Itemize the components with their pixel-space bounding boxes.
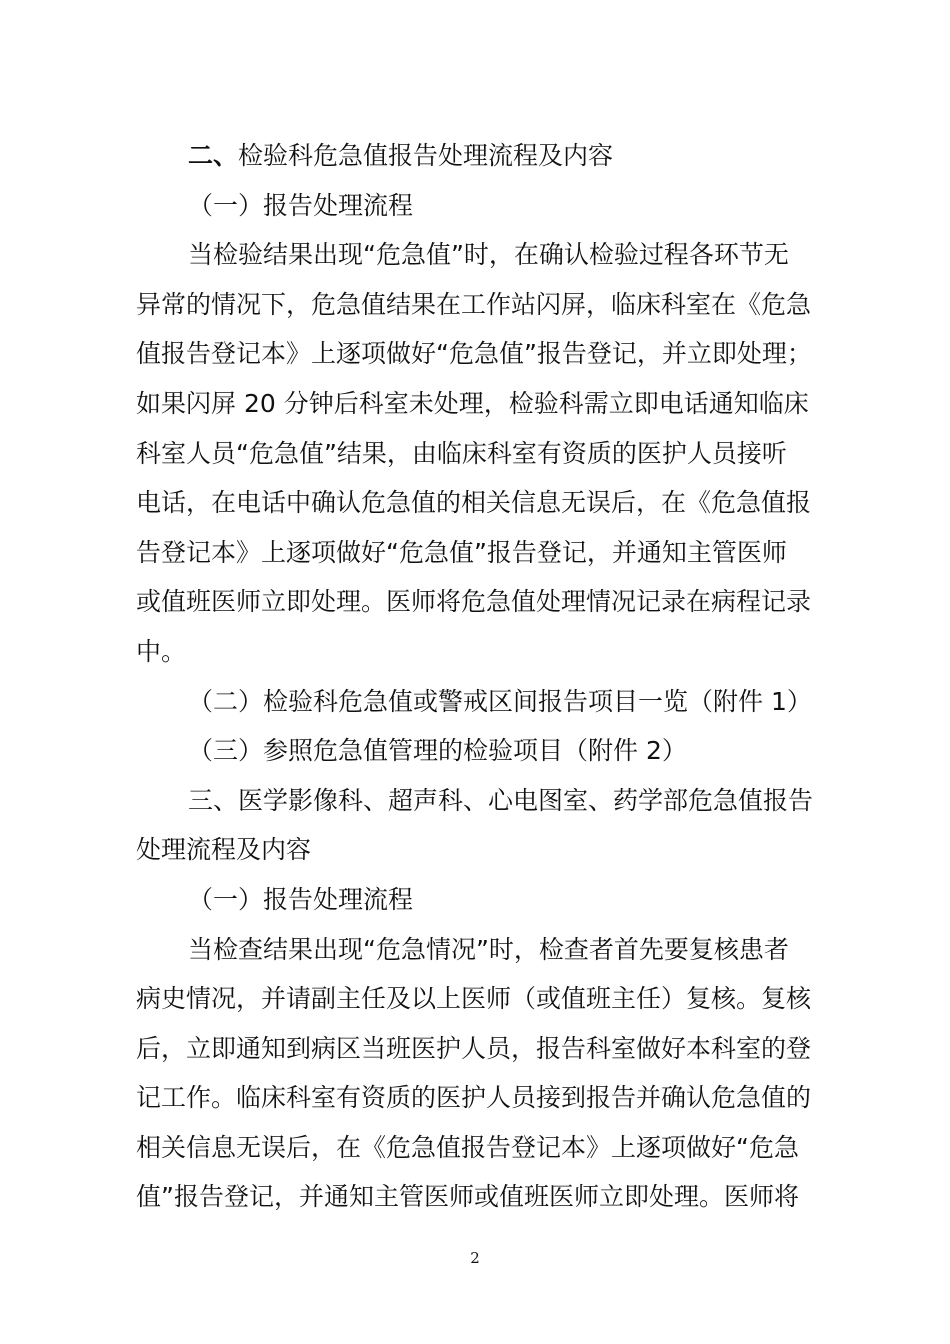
line-text: 异常的情况下，危急值结果在工作站闪屏，临床科室在《危急 (136, 289, 812, 319)
text-line (136, 329, 816, 379)
line-text: 科室人员“危急值”结果，由临床科室有资质的医护人员接听 (136, 438, 787, 468)
text-line (136, 478, 816, 528)
line-text: 记工作。临床科室有资质的医护人员接到报告并确认危急值的 (136, 1083, 812, 1113)
line-text: 中。 (136, 636, 187, 666)
line-text: （一）报告处理流程 (188, 190, 414, 220)
line-text: 值报告登记本》上逐项做好“危急值”报告登记，并立即处理； (136, 339, 812, 369)
text-line (136, 627, 816, 677)
text-line (136, 974, 816, 1024)
text-line (136, 280, 816, 330)
line-text: （一）报告处理流程 (188, 884, 414, 914)
text-line (136, 825, 816, 875)
text-line (136, 230, 816, 280)
line-text: 当检查结果出现“危急情况”时，检查者首先要复核患者 (188, 934, 789, 964)
text-line (136, 1073, 816, 1123)
text-line (136, 131, 816, 181)
text-line (136, 379, 816, 429)
line-text: 三、医学影像科、超声科、心电图室、药学部危急值报告 (188, 785, 814, 815)
text-line (136, 1172, 816, 1222)
line-text: 或值班医师立即处理。医师将危急值处理情况记录在病程记录 (136, 587, 812, 617)
line-text: （三）参照危急值管理的检验项目（附件 2） (188, 736, 687, 766)
text-line (136, 875, 816, 925)
text-line (136, 925, 816, 975)
text-line (136, 181, 816, 231)
line-text: 处理流程及内容 (136, 835, 312, 865)
section-number: 二、 (188, 141, 239, 170)
page-number: 2 (470, 1249, 480, 1267)
text-line (136, 528, 816, 578)
text-line (136, 726, 816, 776)
text-line (136, 776, 816, 826)
line-text: （二）检验科危急值或警戒区间报告项目一览（附件 1） (188, 686, 812, 716)
line-text: 后，立即通知到病区当班医护人员，报告科室做好本科室的登 (136, 1033, 812, 1063)
text-line (136, 577, 816, 627)
line-text: 当检验结果出现“危急值”时，在确认检验过程各环节无 (188, 240, 789, 270)
text-line (136, 1123, 816, 1173)
line-text: 电话，在电话中确认危急值的相关信息无误后，在《危急值报 (136, 488, 812, 518)
document-body (136, 131, 816, 1222)
line-text: 检验科危急值报告处理流程及内容 (238, 141, 614, 170)
line-text: 告登记本》上逐项做好“危急值”报告登记，并通知主管医师 (136, 537, 787, 567)
text-line (136, 429, 816, 479)
line-text: 相关信息无误后，在《危急值报告登记本》上逐项做好“危急 (136, 1132, 799, 1162)
line-text: 如果闪屏 20 分钟后科室未处理，检验科需立即电话通知临床 (136, 388, 809, 418)
line-text: 值”报告登记，并通知主管医师或值班医师立即处理。医师将 (136, 1182, 799, 1212)
line-text: 病史情况，并请副主任及以上医师（或值班主任）复核。复核 (136, 984, 812, 1014)
text-line (136, 677, 816, 727)
text-line (136, 1024, 816, 1074)
